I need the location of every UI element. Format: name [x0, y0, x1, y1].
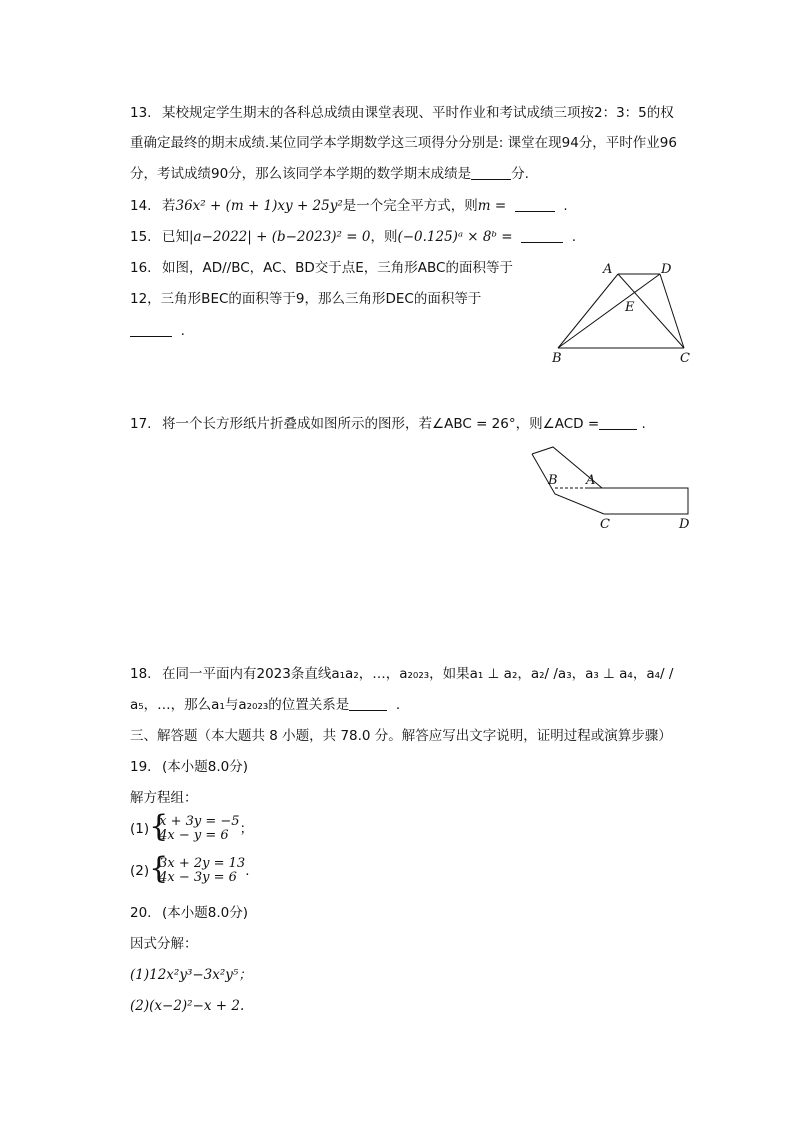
q13-line1 [130, 104, 674, 122]
q17-answer-blank[interactable] [599, 415, 637, 430]
q17-number: 17. [130, 416, 152, 432]
q19-p2-eq1: 3x + 2y = 13 [159, 856, 246, 871]
q16-end: . [180, 323, 185, 339]
label-a: A [603, 262, 613, 277]
q16-line1 [130, 259, 513, 277]
q20-part2: (2)(x−2)²−x + 2. [130, 998, 245, 1014]
strip-rectangle [586, 488, 688, 514]
q13-text-line1: 某校规定学生期末的各科总成绩由课堂表现、平时作业和考试成绩三项按2：3：5的权 [162, 105, 674, 121]
q20-part1: (1)12x²y³−3x²y⁵； [130, 967, 252, 983]
q19-p2-label: (2) [130, 863, 150, 879]
q17-end: . [641, 416, 646, 432]
q19-header [130, 758, 248, 776]
q19-p1-system [149, 809, 240, 844]
label-b: B [548, 473, 558, 488]
brace-icon: { [149, 851, 169, 886]
q19-points: (本小题8.0分) [162, 759, 249, 775]
q18-line1 [130, 665, 673, 683]
q15-answer-blank[interactable] [521, 228, 563, 243]
q14-answer-blank[interactable] [515, 197, 555, 212]
label-d: D [661, 262, 672, 277]
q17-figure [520, 440, 700, 535]
q15-end: . [571, 229, 576, 245]
q16-line3 [130, 322, 185, 340]
q19-p1-eq2: 4x − y = 6 [159, 828, 229, 843]
q16-number: 16. [130, 260, 152, 276]
q15-expression: |a−2022| + (b−2023)² = 0 [189, 229, 371, 245]
q18-number: 18. [130, 666, 152, 682]
q13-number: 13. [130, 105, 152, 121]
q16-text-line1: 如图，AD//BC，AC、BD交于点E，三角形ABC的面积等于 [162, 260, 513, 276]
q18-text-line1: 在同一平面内有2023条直线a₁a₂，…，a₂₀₂₃，如果a₁ ⊥ a₂，a₂/ /a₃，a₃ ⊥ a₄，a₄/ / [162, 666, 674, 682]
q16-line2: 12，三角形BEC的面积等于9，那么三角形DEC的面积等于 [130, 291, 482, 307]
q13-end: 分. [511, 166, 529, 182]
q17-text: 将一个长方形纸片折叠成如图所示的图形，若∠ABC = 26°，则∠ACD = [162, 416, 600, 432]
q19-p1-label: (1) [130, 821, 150, 837]
segment-dc [660, 274, 684, 348]
q15-expression2: (−0.125)ᵃ × 8ᵇ = [397, 229, 513, 245]
q14-number: 14. [130, 198, 152, 214]
q13-line3 [130, 165, 529, 183]
q19-p1-end: ； [239, 821, 254, 837]
label-c: C [680, 351, 690, 366]
q17 [130, 415, 646, 433]
label-e: E [625, 300, 635, 315]
section-3-heading: 三、解答题（本大题共 8 小题，共 78.0 分。解答应写出文字说明，证明过程或演算步骤） [130, 728, 672, 744]
q14-end: . [563, 198, 568, 214]
q19-number: 19. [130, 759, 152, 775]
brace-icon: { [149, 809, 169, 844]
q15-number: 15. [130, 229, 152, 245]
q16-figure [545, 258, 700, 368]
q18-line2 [130, 696, 400, 714]
q20-header [130, 904, 248, 922]
label-d: D [679, 517, 690, 532]
q19-p2-end: . [245, 863, 250, 879]
q20-number: 20. [130, 905, 152, 921]
q18-text-line2: a₅，…，那么a₁与a₂₀₂₃的位置关系是 [130, 697, 350, 713]
q15-mid: ，则 [370, 229, 398, 245]
q19-p1-eq1: x + 3y = −5 [159, 814, 240, 829]
q13-line2: 重确定最终的期末成绩.某位同学本学期数学这三项得分分别是: 课堂在现94分，平时作业96 [130, 135, 677, 151]
label-b: B [552, 351, 562, 366]
q19-p2-system [149, 851, 246, 886]
label-c: C [600, 517, 610, 532]
q13-text-line3: 分，考试成绩90分，那么该同学本学期的数学期末成绩是 [130, 166, 472, 182]
q20-points: (本小题8.0分) [162, 905, 249, 921]
q14-mid: 是一个完全平方式，则 [342, 198, 478, 214]
q19-instruction: 解方程组： [130, 790, 198, 806]
q16-answer-blank[interactable] [130, 322, 172, 337]
q15-pre: 已知 [162, 229, 189, 245]
q14-expression: 36x² + (m + 1)xy + 25y² [175, 198, 343, 214]
q19-part2 [130, 851, 250, 886]
q19-p2-eq2: 4x − 3y = 6 [159, 870, 237, 885]
q20-instruction: 因式分解： [130, 936, 198, 952]
q15 [130, 228, 576, 246]
q14-pre: 若 [162, 198, 176, 214]
label-a: A [586, 473, 596, 488]
q13-answer-blank[interactable] [471, 165, 511, 180]
q14 [130, 197, 568, 215]
q18-answer-blank[interactable] [349, 696, 387, 711]
q14-tail: m = [477, 198, 507, 214]
q19-part1 [130, 809, 254, 844]
q18-end: . [395, 697, 401, 713]
